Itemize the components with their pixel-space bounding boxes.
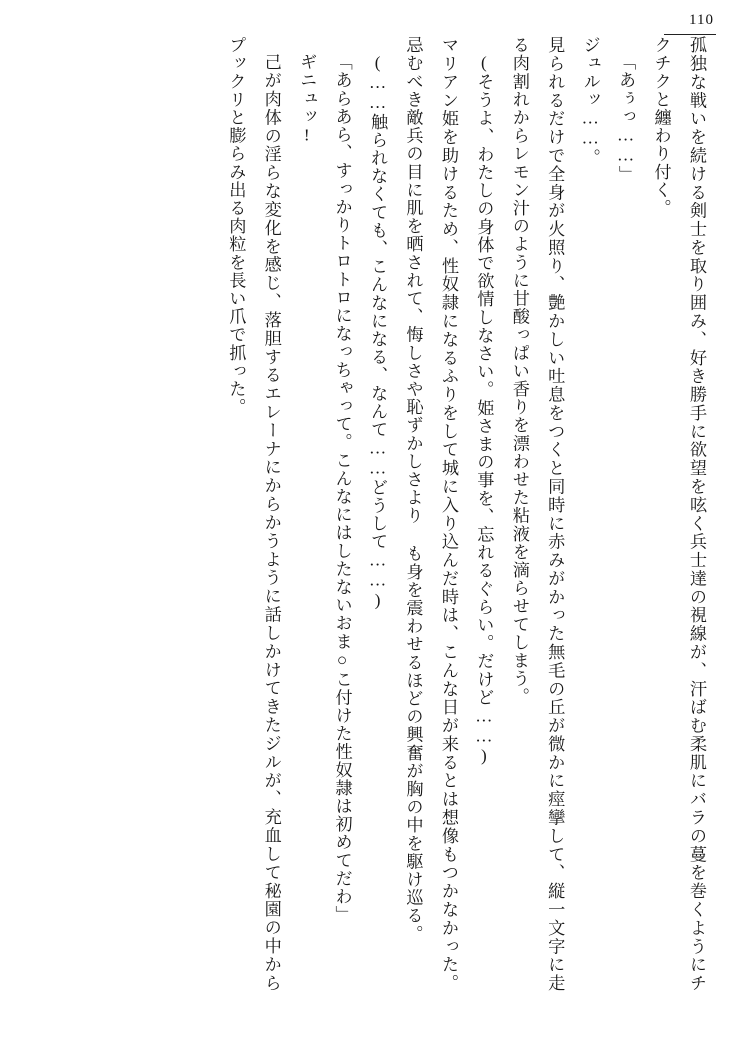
paragraph: 己が肉体の淫らな変化を感じ、落胆するエレーナにからかうように話しかけてきたジルが、充血して秘園の中からプックリと膨らみ出る肉粒を長い爪で抓った。 [226,36,281,992]
paragraph: 「あらあら、すっかりトロトロになっちゃって。こんなにはしたないおま○こ付けた性奴隷は初めてだわ」 [332,53,352,924]
page-text-body [58,36,714,992]
page-number: 110 [689,12,714,28]
paragraph: ギニュッ! [297,53,317,146]
paragraph: 孤独な戦いを続ける剣士を取り囲み、好き勝手に欲望を呟く兵士達の視線が、汗ばむ柔肌にバラの蔓を巻くようにチクチクと纏わり付く。 [651,36,706,992]
paragraph: ジュルッ……。 [580,36,600,167]
paragraph: マリアン姫を助けるため、性奴隷になるふりをして城に入り込んだ時は、こんな日が来るとは想像もつかなかった。忌むべき敵兵の目に肌を晒されて、悔しさや恥ずかしさより も身を震わせるほどの興奮が胸の中を駆け巡る。 [403,36,458,992]
page-number-rule [664,34,716,35]
paragraph: 「あぅっ……」 [616,53,636,184]
paragraph: (……触られなくても、こんなになる、なんて……どうして……) [368,53,388,611]
paragraph: (そうよ、わたしの身体で欲情しなさい。姫さまの事を、忘れるぐらい。だけど……) [474,53,494,767]
paragraph: 見られるだけで全身が火照り、艶かしい吐息をつくと同時に赤みがかった無毛の丘が微かに痙攣して、縦一文字に走る肉割れからレモン汁のように甘酸っぱい香りを漂わせた粘液を滴らせてしまう。 [509,36,565,992]
